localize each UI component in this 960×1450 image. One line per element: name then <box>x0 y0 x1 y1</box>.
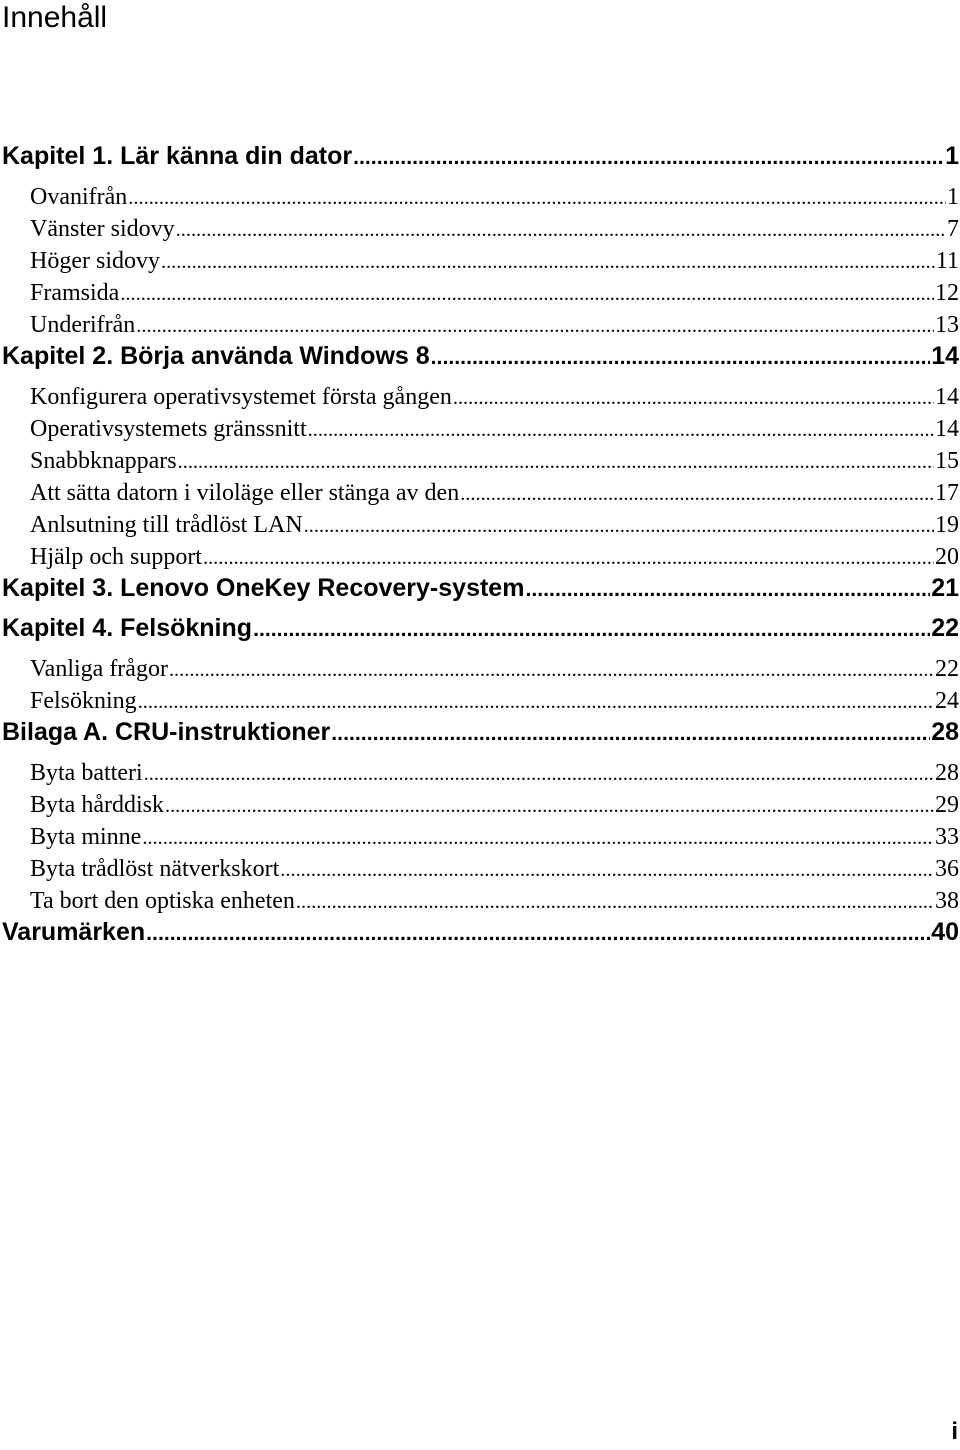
toc-dot-leader <box>169 655 934 685</box>
toc-entry-page-number: 14 <box>935 384 959 410</box>
toc-entry-page-number: 24 <box>935 688 959 714</box>
toc-entry-page-number: 15 <box>935 448 959 474</box>
toc-section-entry[interactable] <box>0 446 959 478</box>
toc-entry-page-number: 28 <box>935 760 959 786</box>
toc-entry-label: Kapitel 4. Felsökning <box>2 614 253 642</box>
toc-dot-leader <box>144 759 934 789</box>
toc-dot-leader <box>165 791 934 821</box>
toc-entry-page-number: 7 <box>947 216 959 242</box>
toc-entry-page-number: 36 <box>935 856 959 882</box>
toc-dot-leader <box>142 823 934 853</box>
toc-entry-label: Byta batteri <box>30 760 143 786</box>
toc-chapter-entry[interactable] <box>0 918 959 958</box>
toc-section-entry[interactable] <box>0 822 959 854</box>
page-title: Innehåll <box>2 1 108 34</box>
toc-entry-label: Ovanifrån <box>30 184 128 210</box>
toc-entry-label: Höger sidovy <box>30 248 160 274</box>
toc-dot-leader <box>431 343 931 371</box>
toc-dot-leader <box>353 143 944 171</box>
toc-dot-leader <box>178 447 934 477</box>
toc-dot-leader <box>304 511 934 541</box>
toc-dot-leader <box>138 687 934 717</box>
toc-dot-leader <box>128 183 946 213</box>
toc-entry-label: Anlsutning till trådlöst LAN <box>30 512 303 538</box>
toc-section-entry[interactable] <box>0 758 959 790</box>
toc-entry-label: Att sätta datorn i viloläge eller stänga av den <box>30 480 460 506</box>
toc-entry-label: Byta minne <box>30 824 142 850</box>
toc-section-entry[interactable] <box>0 686 959 718</box>
toc-section-entry[interactable] <box>0 478 959 510</box>
toc-section-entry[interactable] <box>0 886 959 918</box>
toc-entry-page-number: 28 <box>931 718 959 746</box>
toc-dot-leader <box>176 215 946 245</box>
toc-entry-label: Vanliga frågor <box>30 656 168 682</box>
toc-entry-label: Snabbknappars <box>30 448 177 474</box>
toc-section-entry[interactable] <box>0 246 959 278</box>
toc-entry-label: Byta trådlöst nätverkskort <box>30 856 280 882</box>
toc-entry-label: Bilaga A. CRU-instruktioner <box>2 718 331 746</box>
toc-dot-leader <box>331 719 930 747</box>
toc-entry-label: Vänster sidovy <box>30 216 175 242</box>
toc-entry-page-number: 14 <box>935 416 959 442</box>
toc-entry-label: Konfigurera operativsystemet första gången <box>30 384 452 410</box>
toc-dot-leader <box>453 383 934 413</box>
page-number-folio: i <box>951 1418 958 1445</box>
toc-dot-leader <box>161 247 935 277</box>
toc-entry-page-number: 12 <box>935 280 959 306</box>
toc-entry-page-number: 14 <box>931 342 959 370</box>
toc-entry-label: Kapitel 3. Lenovo OneKey Recovery-system <box>2 574 525 602</box>
toc-entry-label: Kapitel 1. Lär känna din dator <box>2 142 353 170</box>
toc-section-entry[interactable] <box>0 182 959 214</box>
toc-section-entry[interactable] <box>0 542 959 574</box>
toc-section-entry[interactable] <box>0 382 959 414</box>
toc-entry-page-number: 22 <box>931 614 959 642</box>
toc-entry-label: Hjälp och support <box>30 544 202 570</box>
toc-section-entry[interactable] <box>0 414 959 446</box>
toc-dot-leader <box>203 543 934 573</box>
toc-entry-label: Framsida <box>30 280 120 306</box>
toc-entry-label: Varumärken <box>2 918 146 946</box>
toc-section-entry[interactable] <box>0 310 959 342</box>
toc-dot-leader <box>120 279 934 309</box>
toc-dot-leader <box>136 311 934 341</box>
toc-entry-page-number: 22 <box>935 656 959 682</box>
toc-section-entry[interactable] <box>0 790 959 822</box>
toc-dot-leader <box>146 919 930 947</box>
toc-entry-page-number: 11 <box>935 248 959 274</box>
toc-entry-page-number: 1 <box>945 142 959 170</box>
toc-entry-label: Felsökning <box>30 688 137 714</box>
toc-dot-leader <box>253 615 930 643</box>
toc-chapter-entry[interactable] <box>0 574 959 614</box>
toc-section-entry[interactable] <box>0 854 959 886</box>
toc-section-entry[interactable] <box>0 214 959 246</box>
toc-chapter-entry[interactable] <box>0 614 959 654</box>
toc-section-entry[interactable] <box>0 278 959 310</box>
toc-entry-page-number: 1 <box>947 184 959 210</box>
toc-dot-leader <box>296 887 934 917</box>
table-of-contents <box>0 142 959 958</box>
toc-entry-page-number: 20 <box>935 544 959 570</box>
toc-dot-leader <box>308 415 934 445</box>
toc-dot-leader <box>280 855 934 885</box>
toc-entry-page-number: 38 <box>935 888 959 914</box>
toc-section-entry[interactable] <box>0 654 959 686</box>
toc-entry-label: Kapitel 2. Börja använda Windows 8 <box>2 342 430 370</box>
toc-entry-page-number: 33 <box>935 824 959 850</box>
toc-dot-leader <box>525 575 930 603</box>
toc-entry-page-number: 21 <box>931 574 959 602</box>
toc-chapter-entry[interactable] <box>0 718 959 758</box>
toc-entry-page-number: 19 <box>935 512 959 538</box>
toc-entry-page-number: 40 <box>931 918 959 946</box>
toc-section-entry[interactable] <box>0 510 959 542</box>
toc-entry-label: Operativsystemets gränssnitt <box>30 416 307 442</box>
toc-entry-page-number: 13 <box>935 312 959 338</box>
toc-chapter-entry[interactable] <box>0 142 959 182</box>
toc-chapter-entry[interactable] <box>0 342 959 382</box>
toc-entry-page-number: 17 <box>935 480 959 506</box>
toc-entry-label: Byta hårddisk <box>30 792 164 818</box>
toc-entry-page-number: 29 <box>935 792 959 818</box>
toc-entry-label: Underifrån <box>30 312 136 338</box>
toc-entry-label: Ta bort den optiska enheten <box>30 888 295 914</box>
toc-dot-leader <box>460 479 934 509</box>
